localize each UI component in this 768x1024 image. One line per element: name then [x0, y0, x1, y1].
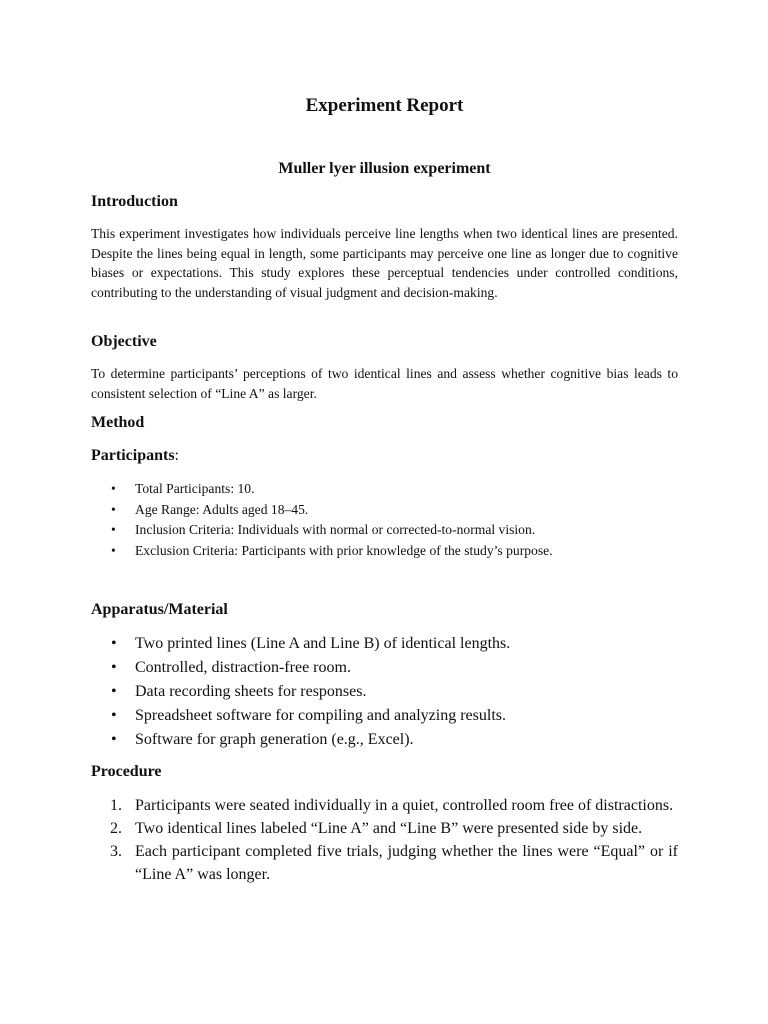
- participants-heading-label: Participants: [91, 447, 175, 464]
- step-number: 2.: [110, 820, 122, 837]
- list-item: [91, 520, 678, 541]
- objective-text: To determine participants’ perceptions of two identical lines and assess whether cognitive bias leads to consistent selection of “Line A” as larger.: [91, 366, 678, 401]
- list-item-text: Controlled, distraction-free room.: [135, 659, 351, 676]
- participants-list: [91, 479, 678, 561]
- list-item-text: Spreadsheet software for compiling and analyzing results.: [135, 707, 506, 724]
- procedure-heading: Procedure: [91, 763, 162, 780]
- introduction-heading: Introduction: [91, 193, 178, 210]
- introduction-text: This experiment investigates how individuals perceive line lengths when two identical lines are presented. Despite the lines being equal in length, some participants may perceive one line as longer due to cognitive biases or expectations. This study explores these perceptual tendencies under controlled conditions, contributing to the understanding of visual judgment and decision-making.: [91, 226, 678, 300]
- list-item: [91, 500, 678, 521]
- list-item: [91, 680, 678, 704]
- list-item: [91, 728, 678, 752]
- method-heading: Method: [91, 414, 145, 431]
- step-number: 3.: [110, 843, 122, 860]
- list-item: [91, 632, 678, 656]
- bullet-icon: •: [111, 707, 117, 724]
- bullet-icon: •: [111, 659, 117, 676]
- list-item: [91, 704, 678, 728]
- apparatus-heading: Apparatus/Material: [91, 601, 228, 618]
- list-item-text: Inclusion Criteria: Individuals with normal or corrected-to-normal vision.: [135, 522, 536, 537]
- step-number: 1.: [110, 797, 122, 814]
- step-text: Two identical lines labeled “Line A” and “Line B” were presented side by side.: [135, 820, 643, 837]
- list-item: [91, 817, 678, 840]
- list-item-text: Data recording sheets for responses.: [135, 683, 367, 700]
- document-subtitle: Muller lyer illusion experiment: [278, 160, 491, 177]
- list-item: [91, 794, 678, 817]
- procedure-list: [91, 794, 678, 886]
- list-item: [91, 541, 678, 562]
- bullet-icon: •: [111, 522, 116, 537]
- list-item-text: Total Participants: 10.: [135, 481, 255, 496]
- objective-heading: Objective: [91, 333, 157, 350]
- bullet-icon: •: [111, 481, 116, 496]
- list-item: [91, 479, 678, 500]
- step-text: Participants were seated individually in a quiet, controlled room free of distractions.: [135, 797, 674, 814]
- bullet-icon: •: [111, 683, 117, 700]
- participants-heading-colon: :: [174, 447, 179, 464]
- list-item-text: Exclusion Criteria: Participants with prior knowledge of the study’s purpose.: [135, 542, 553, 558]
- apparatus-list: [91, 632, 678, 752]
- list-item: [91, 840, 678, 886]
- document-title: Experiment Report: [305, 95, 464, 116]
- list-item-text: Two printed lines (Line A and Line B) of identical lengths.: [135, 635, 511, 652]
- bullet-icon: •: [111, 635, 117, 652]
- bullet-icon: •: [111, 542, 116, 558]
- list-item-text: Software for graph generation (e.g., Excel).: [135, 731, 414, 748]
- list-item-text: Age Range: Adults aged 18–45.: [135, 501, 309, 517]
- bullet-icon: •: [111, 501, 116, 517]
- participants-heading: [91, 446, 179, 466]
- list-item: [91, 656, 678, 680]
- step-text: Each participant completed five trials, judging whether the lines were “Equal” or if “Line A” was longer.: [135, 843, 678, 883]
- bullet-icon: •: [111, 731, 117, 748]
